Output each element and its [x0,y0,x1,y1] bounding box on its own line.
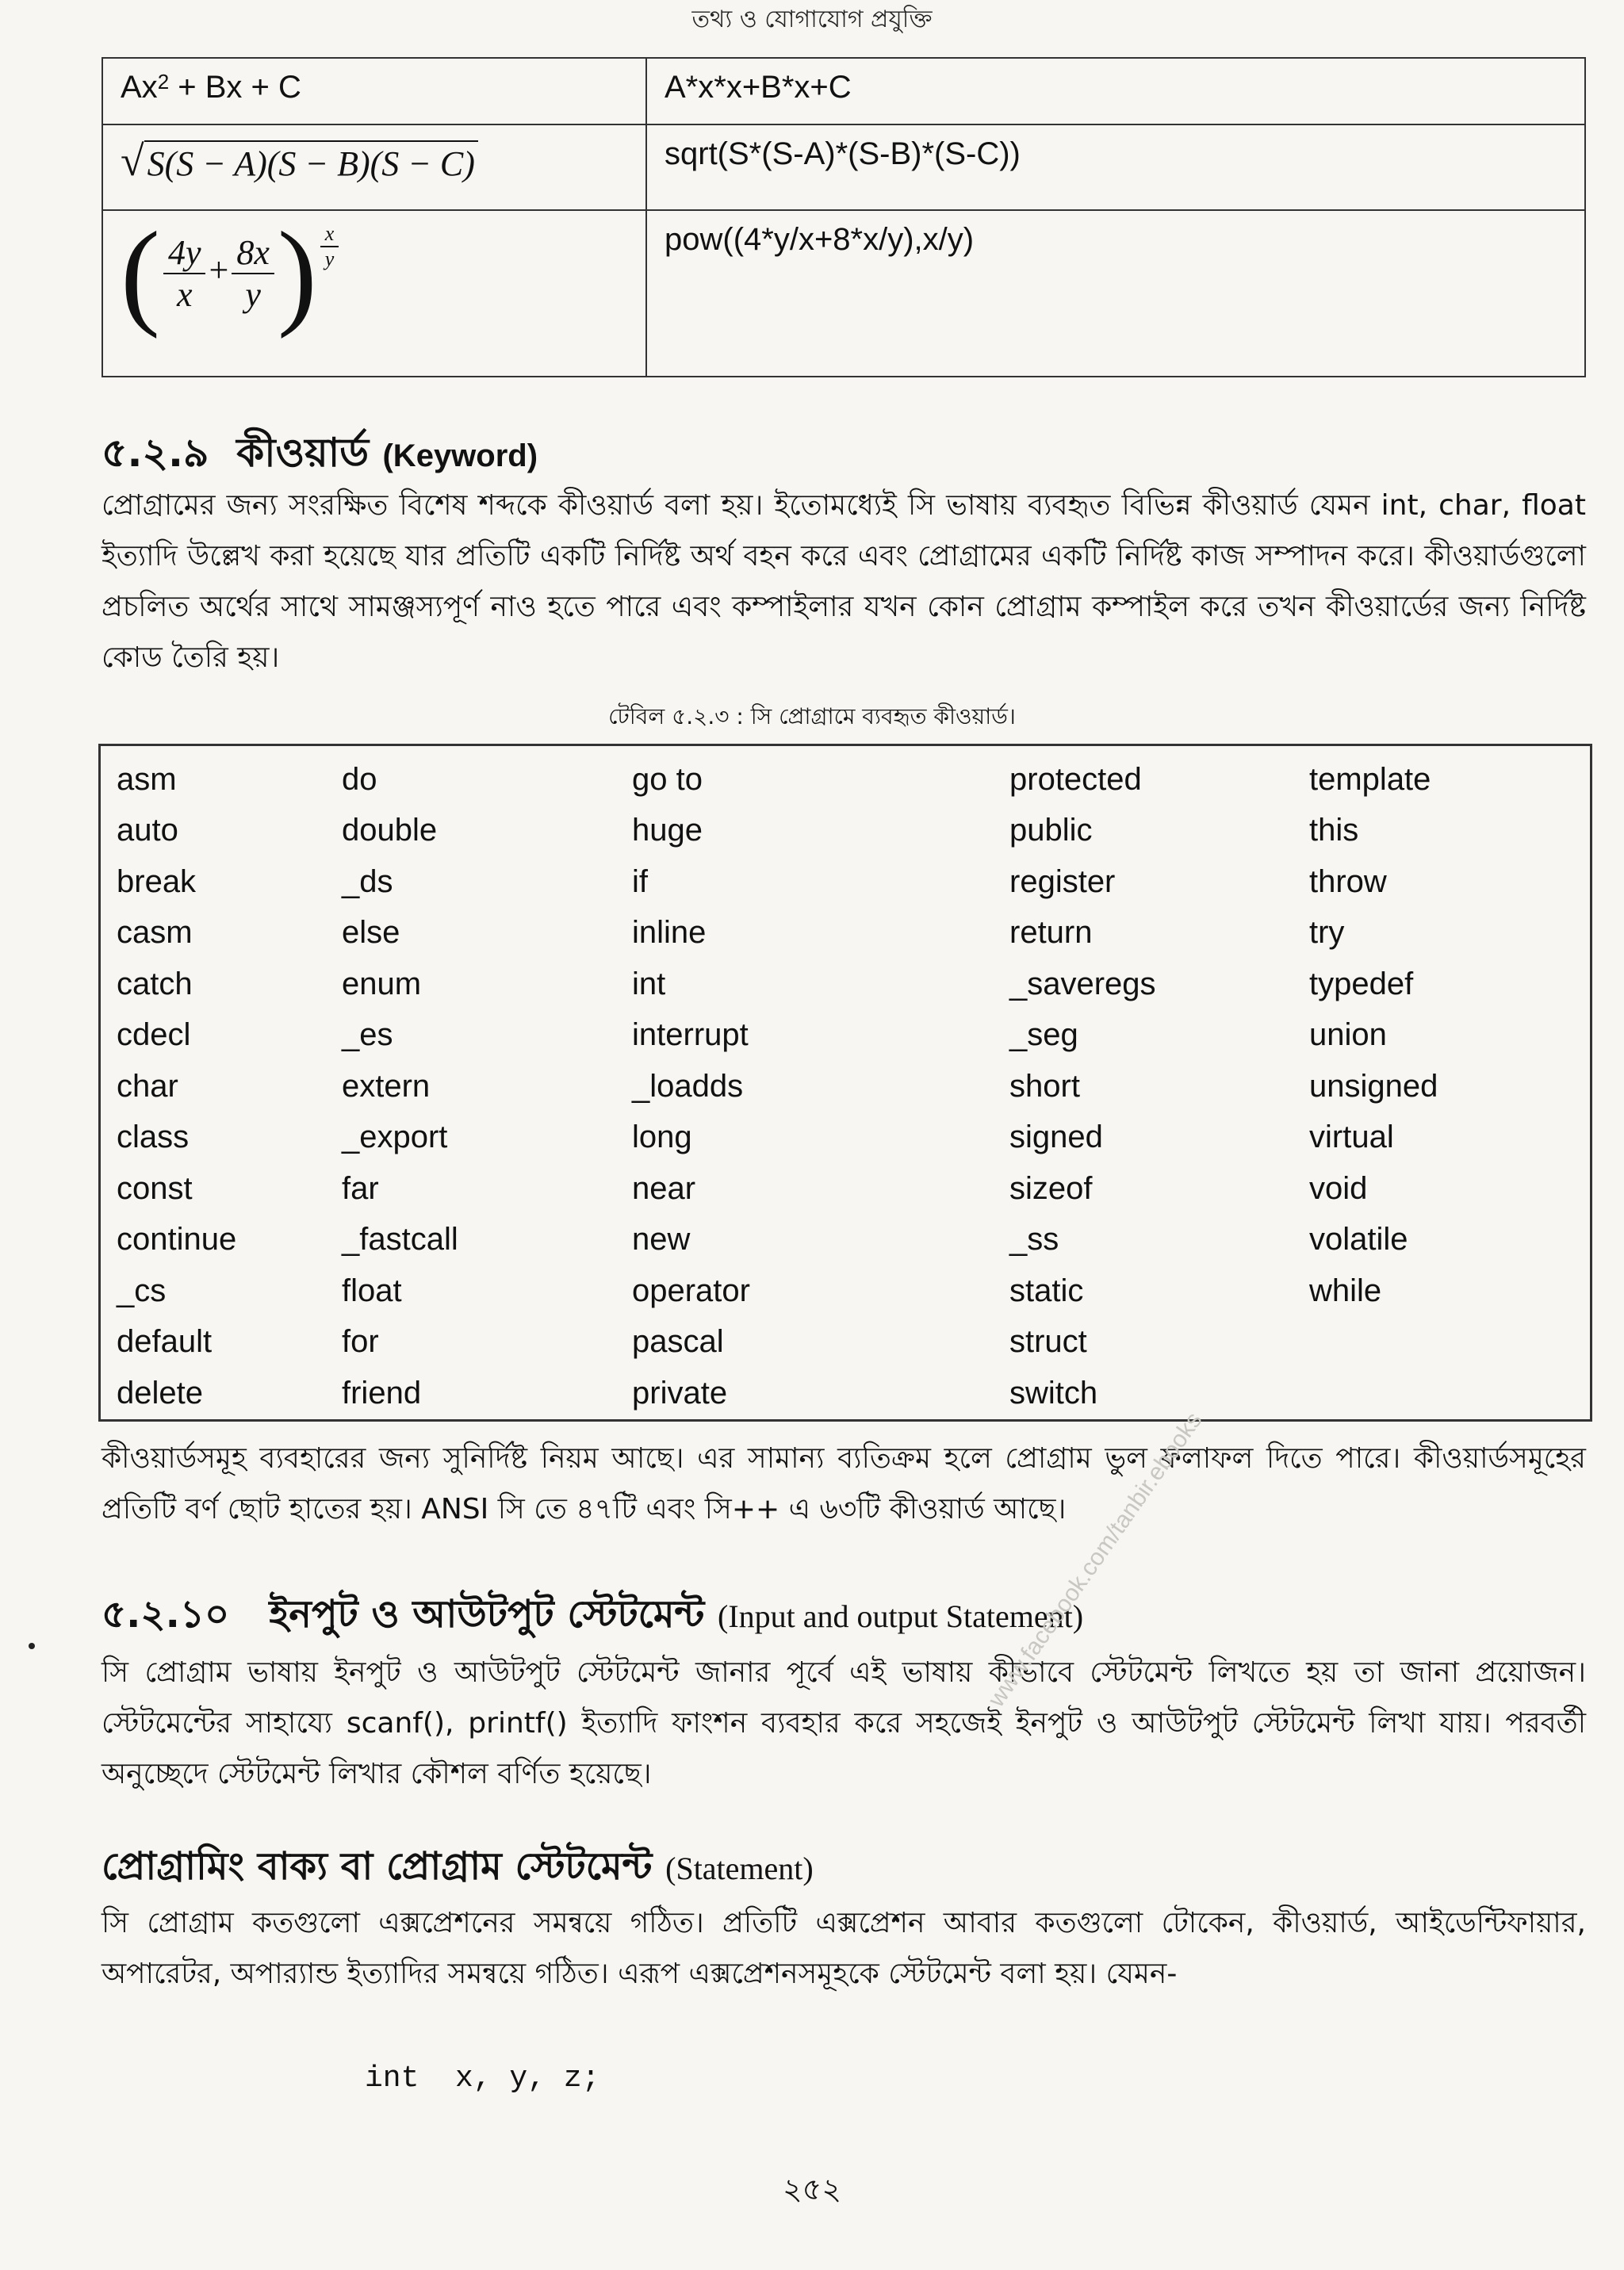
keyword-cell: char [117,1068,178,1104]
section-heading-statement: প্রোগ্রামিং বাক্য বা প্রোগ্রাম স্টেটমেন্ট (Statement) [102,1844,814,1889]
keyword-cell: enum [342,966,422,1001]
keyword-rules-paragraph: কীওয়ার্ডসমূহ ব্যবহারের জন্য সুনির্দিষ্ট নিয়ম আছে। এর সামান্য ব্যতিক্রম হলে প্রোগ্রাম ভুল ফলাফল দিতে পারে। কীওয়ার্ডসমূহের প্রতিটি বর্ণ ছোট হাতের হয়। ANSI সি তে ৪৭টি এবং সি++ এ ৬৩টি কীওয়ার্ড আছে। [102,1442,1586,1525]
formula-row [102,58,1585,124]
keyword-cell: operator [632,1273,750,1308]
keyword-cell: static [1009,1273,1084,1308]
keyword-cell: this [1309,813,1359,848]
statement-paragraph: সি প্রোগ্রাম কতগুলো এক্সপ্রেশনের সমন্বয়ে গঠিত। প্রতিটি এক্সপ্রেশন আবার কতগুলো টোকেন, কীওয়ার্ড, আইডেন্টিফায়ার, অপারেটর, অপার‍্যান্ড ইত্যাদির সমন্বয়ে গঠিত। এরূপ এক্সপ্রেশনসমূহকে স্টেটমেন্ট বলা হয়। যেমন- [102,1907,1586,1990]
keyword-cell: casm [117,915,193,951]
keyword-cell: switch [1009,1375,1098,1411]
keyword-row [100,806,1591,857]
formula-table [102,57,1586,377]
keyword-cell: register [1009,863,1116,899]
formula-math-cell [102,58,646,124]
keyword-cell: interrupt [632,1017,749,1053]
formula-math-cell [102,124,646,210]
keyword-cell: default [117,1324,213,1360]
keyword-cell: typedef [1309,966,1414,1001]
formula-row [102,210,1585,377]
keyword-cell: _cs [117,1273,167,1308]
keyword-cell: public [1009,813,1093,848]
keyword-cell: private [632,1375,728,1411]
keyword-cell: cdecl [117,1017,191,1053]
running-header: তথ্য ও যোগাযোগ প্রযুক্তি [691,6,933,33]
keyword-cell: asm [117,761,177,797]
keyword-row [100,745,1591,806]
keyword-row [100,1368,1591,1420]
keyword-cell: long [632,1120,692,1155]
keyword-cell: inline [632,915,707,951]
scan-speck [29,1643,35,1649]
keyword-cell: template [1309,761,1431,797]
keyword-cell: _loadds [632,1068,744,1104]
keyword-cell: go to [632,761,703,797]
formula-math-cell [102,210,646,377]
keyword-cell: struct [1009,1324,1087,1360]
keyword-cell: float [342,1273,402,1308]
formula-code-cell: A*x*x+B*x+C [646,58,1585,124]
keyword-row [100,1010,1591,1062]
keyword-cell: delete [117,1375,203,1411]
keyword-cell: _saveregs [1009,966,1156,1001]
keyword-cell: virtual [1309,1120,1394,1155]
keyword-cell: while [1309,1273,1382,1308]
keyword-cell: else [342,915,400,951]
keyword-cell: _ss [1009,1222,1059,1257]
keyword-paragraph: প্রোগ্রামের জন্য সংরক্ষিত বিশেষ শব্দকে কীওয়ার্ড বলা হয়। ইতোমধ্যেই সি ভাষায় ব্যবহৃত বিভিন্ন কীওয়ার্ড যেমন int, char, float ইত্যাদি উল্লেখ করা হয়েছে যার প্রতিটি একটি নির্দিষ্ট অর্থ বহন করে এবং প্রোগ্রামের একটি নির্দিষ্ট কাজ সম্পাদন করে। কীওয়ার্ডগুলো প্রচলিত অর্থের সাথে সামঞ্জস্যপূর্ণ নাও হতে পারে এবং কম্পাইলার যখন কোন প্রোগ্রাম কম্পাইল করে তখন কীওয়ার্ডের জন্য নির্দিষ্ট কোড তৈরি হয়। [102,489,1586,674]
keyword-row [100,1163,1591,1215]
keyword-cell: union [1309,1017,1387,1053]
keyword-cell: _fastcall [342,1222,458,1257]
keyword-cell: const [117,1170,193,1206]
keyword-cell: new [632,1222,691,1257]
table-caption: টেবিল ৫.২.৩ : সি প্রোগ্রামে ব্যবহৃত কীওয়ার্ড। [608,703,1016,729]
page-number: ২৫২ [782,2172,842,2207]
code-example: int x, y, z; [365,2061,600,2096]
keyword-cell: try [1309,915,1345,951]
io-paragraph: সি প্রোগ্রাম ভাষায় ইনপুট ও আউটপুট স্টেটমেন্ট জানার পূর্বে এই ভাষায় কীভাবে স্টেটমেন্ট লিখতে হয় তা জানা প্রয়োজন। স্টেটমেন্টের সাহায্যে scanf(), printf() ইত্যাদি ফাংশন ব্যবহার করে সহজেই ইনপুট ও আউটপুট স্টেটমেন্ট লিখা যায়। পরবর্তী অনুচ্ছেদে স্টেটমেন্ট লিখার কৌশল বর্ণিত হয়েছে। [102,1656,1586,1790]
keyword-cell: far [342,1170,379,1206]
keyword-cell: throw [1309,863,1387,899]
keyword-row [100,1215,1591,1266]
keyword-cell: _es [342,1017,393,1053]
keyword-cell: auto [117,813,178,848]
keyword-cell: if [632,863,648,899]
section-heading-keyword: ৫.২.৯ কীওয়ার্ড (Keyword) [102,430,538,476]
watermark: www.facebook.com/tanbir.ebooks [983,1407,1208,1712]
keyword-cell: int [632,966,666,1001]
keyword-row [100,959,1591,1010]
formula-code-cell: sqrt(S*(S-A)*(S-B)*(S-C)) [646,124,1585,210]
section-heading-io: ৫.২.১০ ইনপুট ও আউটপুট স্টেটমেন্ট (Input and output Statement) [102,1592,1084,1636]
keyword-cell [1309,1317,1591,1369]
keyword-cell: break [117,863,197,899]
formula-code-cell: pow((4*y/x+8*x/y),x/y) [646,210,1585,377]
keyword-cell: volatile [1309,1222,1408,1257]
keyword-cell: class [117,1120,190,1155]
keyword-row [100,1265,1591,1317]
keyword-cell: return [1009,915,1093,951]
keyword-cell: double [342,813,438,848]
keyword-row [100,1061,1591,1112]
quadratic-expression: $Ax^2 + Bx + C$ [121,70,301,105]
keyword-cell [1309,1368,1591,1420]
keyword-cell: void [1309,1170,1368,1206]
keyword-cell: for [342,1324,379,1360]
keywords-table [98,744,1592,1422]
keyword-cell: do [342,761,377,797]
keyword-cell: signed [1009,1120,1103,1155]
keyword-cell: friend [342,1375,422,1411]
formula-row [102,124,1585,210]
keyword-cell: _ds [342,863,393,899]
keyword-row [100,1317,1591,1369]
keyword-cell: _seg [1009,1017,1078,1053]
sqrt-expression: √S(S − A)(S − B)(S − C) [121,144,478,183]
keyword-cell: short [1009,1068,1080,1104]
keyword-cell: continue [117,1222,237,1257]
keyword-cell: catch [117,966,193,1001]
keyword-cell: sizeof [1009,1170,1093,1206]
keyword-cell: extern [342,1068,431,1104]
keyword-row [100,856,1591,908]
keyword-cell: pascal [632,1324,724,1360]
keyword-cell: near [632,1170,696,1206]
keyword-row [100,908,1591,959]
keyword-cell: _export [342,1120,448,1155]
power-expression: ( $\frac{4y}{x}$ + $\frac{8x}{y}$ ) $\frac{x}{y}$ [121,251,342,289]
keyword-cell: unsigned [1309,1068,1438,1104]
keyword-cell: protected [1009,761,1142,797]
keyword-row [100,1112,1591,1164]
keyword-cell: huge [632,813,703,848]
